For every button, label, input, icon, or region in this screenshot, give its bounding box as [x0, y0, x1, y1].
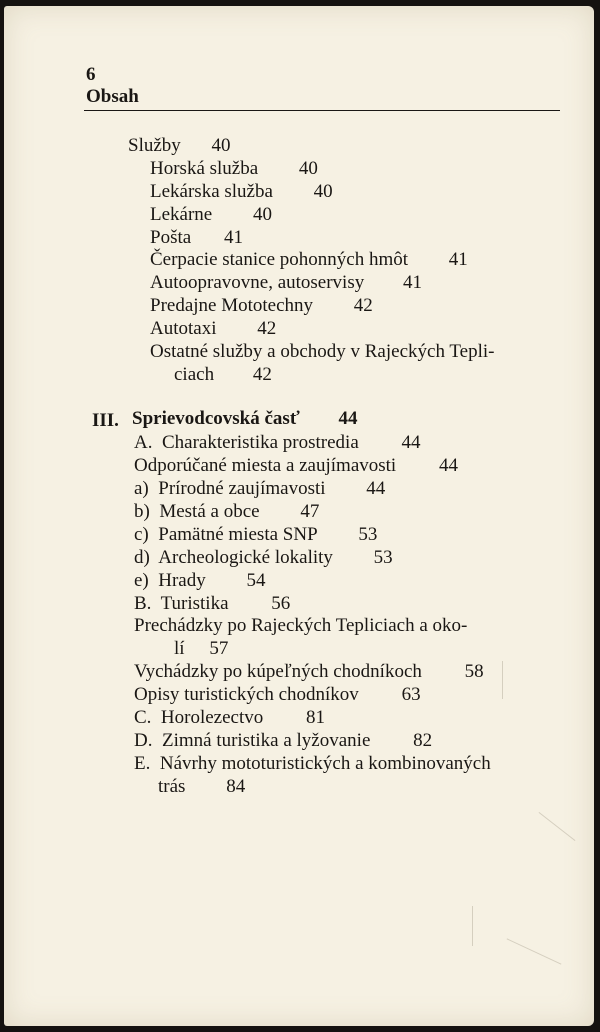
toc-entry-text: c) Pamätné miesta SNP	[134, 524, 318, 545]
toc-entry	[134, 661, 484, 683]
paper-wear-mark	[539, 812, 576, 841]
toc-entry-text: lí	[174, 638, 185, 659]
toc-entry	[134, 524, 377, 546]
toc-entry-text: Sprievodcovská časť	[132, 408, 300, 429]
toc-entry	[150, 227, 243, 249]
toc-entry-text: b) Mestá a obce	[134, 501, 260, 522]
toc-entry-text: A. Charakteristika prostredia	[134, 432, 359, 453]
toc-entry-text: ciach	[174, 364, 215, 385]
toc-entry	[150, 181, 333, 203]
toc-entry	[150, 318, 276, 340]
page-title: Obsah	[86, 86, 139, 107]
toc-entry-page: 41	[402, 272, 422, 293]
toc-entry-text: Služby	[128, 135, 181, 156]
toc-entry-page: 40	[211, 135, 231, 156]
toc-entry-page: 44	[366, 478, 386, 499]
toc-entry-page: 54	[246, 570, 266, 591]
toc-entry-text: D. Zimná turistika a lyžovanie	[134, 730, 371, 751]
toc-entry-text: Odporúčané miesta a zaujímavosti	[134, 455, 397, 476]
toc-entry	[134, 593, 290, 615]
toc-entry-page: 40	[313, 181, 333, 202]
toc-entry	[128, 135, 231, 157]
toc-entry-text: e) Hrady	[134, 570, 206, 591]
toc-entry-page: 42	[257, 318, 277, 339]
toc-entry-text: Autotaxi	[150, 318, 217, 339]
book-page	[4, 6, 594, 1026]
paper-wear-mark	[502, 661, 503, 699]
toc-entry	[134, 615, 467, 637]
toc-entry	[134, 478, 385, 500]
toc-entry	[134, 730, 432, 752]
toc-entry-page: 56	[271, 593, 291, 614]
toc-entry-page: 53	[358, 524, 378, 545]
toc-entry	[134, 570, 266, 592]
toc-entry-page: 42	[252, 364, 272, 385]
toc-entry-text: Predajne Mototechny	[150, 295, 314, 316]
toc-entry-text: Horská služba	[150, 158, 259, 179]
toc-entry	[134, 432, 421, 454]
toc-entry	[150, 341, 494, 363]
toc-entry-page: 40	[298, 158, 318, 179]
header-rule	[84, 110, 560, 111]
toc-entry-text: Autoopravovne, autoservisy	[150, 272, 365, 293]
toc-entry-text: Lekárne	[150, 204, 213, 225]
paper-wear-mark	[507, 938, 562, 964]
toc-entry-text: B. Turistika	[134, 593, 229, 614]
toc-entry-page: 84	[226, 776, 246, 797]
section-heading	[132, 408, 357, 430]
toc-entry-text: C. Horolezectvo	[134, 707, 264, 728]
toc-entry-page: 44	[401, 432, 421, 453]
toc-entry	[134, 547, 393, 569]
toc-entry-page: 47	[300, 501, 320, 522]
toc-entry-text: E. Návrhy mototuristických a kombinovaných	[134, 753, 491, 774]
toc-entry	[150, 158, 318, 180]
toc-entry-text: Vychádzky po kúpeľných chodníkoch	[134, 661, 422, 682]
toc-entry-page: 40	[252, 204, 272, 225]
toc-entry	[150, 204, 272, 226]
toc-entry-text: Opisy turistických chodníkov	[134, 684, 359, 705]
toc-entry-text: d) Archeologické lokality	[134, 547, 333, 568]
toc-entry-text: a) Prírodné zaujímavosti	[134, 478, 326, 499]
toc-entry-text: Pošta	[150, 227, 192, 248]
toc-entry	[158, 776, 245, 798]
toc-entry-page: 44	[338, 408, 358, 429]
toc-entry-page: 41	[448, 249, 468, 270]
toc-entry	[150, 295, 373, 317]
toc-entry-page: 44	[438, 455, 458, 476]
toc-entry	[150, 249, 468, 271]
toc-entry-text: Prechádzky po Rajeckých Tepliciach a oko-	[134, 615, 468, 636]
page-number: 6	[86, 64, 96, 85]
toc-entry	[134, 707, 325, 729]
toc-entry	[134, 684, 421, 706]
toc-entry	[150, 272, 422, 294]
toc-entry	[134, 501, 319, 523]
toc-entry	[134, 455, 458, 477]
toc-entry-page: 81	[306, 707, 326, 728]
toc-entry-text: Čerpacie stanice pohonných hmôt	[150, 249, 409, 270]
section-numeral: III.	[92, 410, 119, 431]
toc-entry-page: 53	[373, 547, 393, 568]
paper-wear-mark	[472, 906, 473, 946]
toc-entry	[134, 753, 491, 775]
toc-entry-text: Ostatné služby a obchody v Rajeckých Tepli-	[150, 341, 495, 362]
toc-entry-page: 82	[413, 730, 433, 751]
toc-entry-text: trás	[158, 776, 186, 797]
toc-entry-page: 58	[464, 661, 484, 682]
toc-entry-page: 57	[209, 638, 229, 659]
toc-entry-page: 63	[401, 684, 421, 705]
toc-entry	[174, 364, 272, 386]
toc-entry-text: Lekárska služba	[150, 181, 273, 202]
toc-entry	[174, 638, 228, 660]
toc-entry-page: 41	[223, 227, 243, 248]
toc-entry-page: 42	[353, 295, 373, 316]
